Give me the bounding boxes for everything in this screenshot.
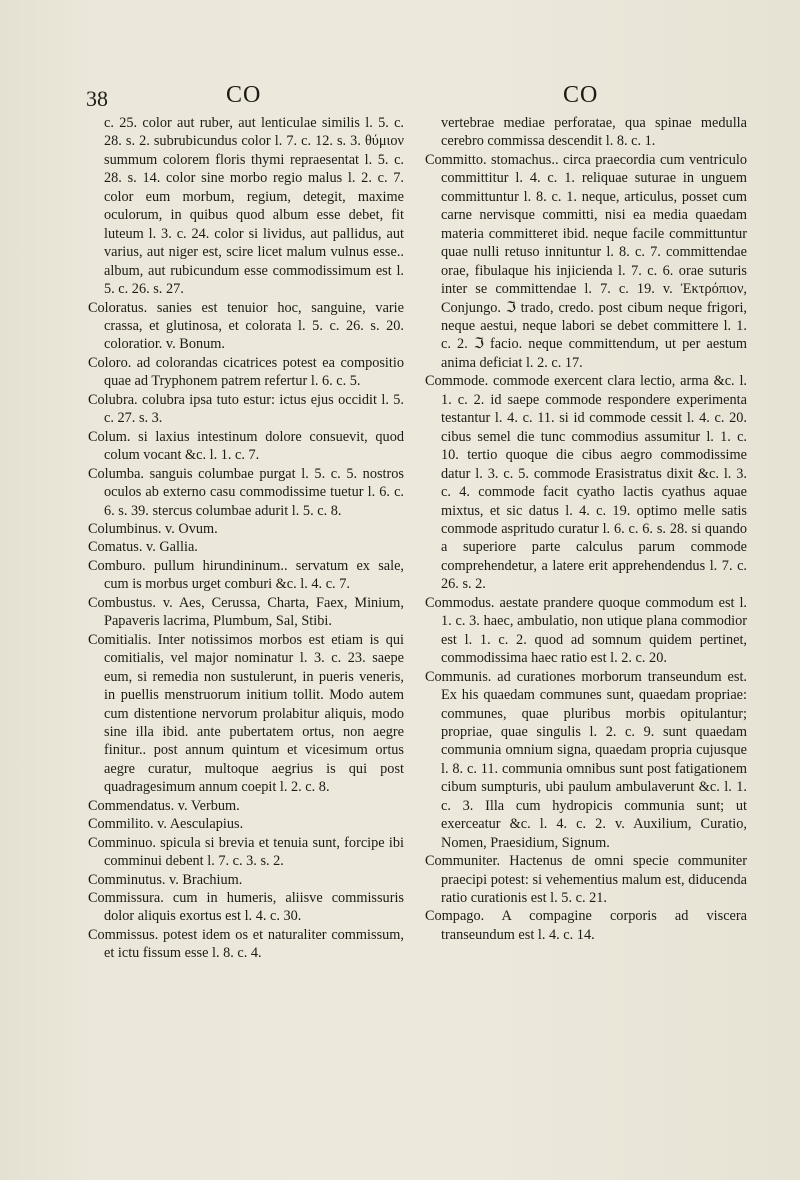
dictionary-entry: Comatus. v. Gallia. — [88, 539, 198, 556]
running-head-right: CO — [563, 82, 599, 108]
dictionary-entry: Commissura. cum in humeris, aliisve commissuris dolor aliquis exortus est l. 4. c. 30. — [88, 890, 404, 925]
dictionary-entry: Comminuo. spicula si brevia et tenuia sunt, forcipe ibi comminui debent l. 7. c. 3. s. 2. — [88, 834, 404, 870]
dictionary-entry: Colum. si laxius intestinum dolore consuevit, quod colum vocant &c. l. 1. c. 7. — [88, 428, 404, 464]
dictionary-entry: Coloratus. sanies est tenuior hoc, sanguine, varie crassa, et glutinosa, et colorata l. 5. c. 26. s. 20. coloratior. v. Bonum. — [88, 299, 404, 353]
dictionary-entry: Compago. A compagine corporis ad viscera transeundum est l. 4. c. 14. — [425, 908, 747, 943]
dictionary-entry: Communiter. Hactenus de omni specie communiter praecipi potest: si vehementius malum est, diducenda ratio curationis est l. 5. c. 21. — [425, 853, 747, 907]
dictionary-entry: Committo. stomachus.. circa praecordia cum ventriculo committitur l. 4. c. 1. reliquae suturae in unguem committuntur l. 8. c. 1. neque, articulus, posset cum carne nervisque committi, nisi ea media quaedam materia committeret ibid. neque facile committuntur quae nulli retuso innituntur l. 8. c. 7. committendae orae, fibulaque his injicienda l. 7. c. 6. orae suturis inter se committendae l. 7. c. 19. v. Ἐκτρόπιον, Conjungo. ℑ trado, credo. post cibum neque frigori, neque aestui, neque labori se debet committere l. 1. c. 2. ℑ facio. neque committendum, ut per aestum anima deficiat l. 2. c. 17. — [425, 151, 747, 371]
dictionary-entry: Comburo. pullum hirundininum.. servatum ex sale, cum is morbus urget comburi &c. l. 4. c. 7. — [88, 557, 404, 593]
dictionary-entry: vertebrae mediae perforatae, qua spinae medulla cerebro commissa descendit l. 8. c. 1. — [441, 115, 747, 150]
running-head-left: CO — [226, 82, 262, 108]
right-column — [425, 114, 747, 944]
dictionary-entry: Coloro. ad colorandas cicatrices potest ea compositio quae ad Tryphonem patrem refertur l. 6. c. 5. — [88, 354, 404, 390]
dictionary-entry: Commissus. potest idem os et naturaliter commissum, et ictu fissum esse l. 8. c. 4. — [88, 926, 404, 962]
dictionary-entry: Commodus. aestate prandere quoque commodum est l. 1. c. 3. haec, ambulatio, non utique plana commodior est l. 1. c. 2. quod ad somnum quidem pertinet, commodissima haec ratio est l. 2. c. 20. — [425, 594, 747, 667]
page-number: 38 — [86, 86, 108, 111]
dictionary-entry: c. 25. color aut ruber, aut lenticulae similis l. 5. c. 28. s. 2. subrubicundus color l. 7. c. 12. s. 3. θύμιον summum colorem floris thymi repraesentat l. 5. c. 28. s. 14. color sine morbo regio malus l. 2. c. 7. color eum morbum, regium, detegit, maxime oculorum, in quibus quod album esse debet, fit luteum l. 3. c. 24. color si lividus, aut pallidus, aut varius, aut niger est, scire licet malum vulnus esse.. album, aut rubicundum esse commodissimum est l. 5. c. 26. s. 27. — [104, 115, 404, 298]
dictionary-entry: Columbinus. v. Ovum. — [88, 520, 218, 537]
dictionary-entry: Communis. ad curationes morborum transeundum est. Ex his quaedam communes sunt, quaedam propriae: communes, quae pluribus morbis opitulantur; propriae, quae singulis l. 2. c. 9. sunt quaedam communia omnium signa, quaedam propria cujusque l. 8. c. 11. communia omnibus sunt post fatigationem cibum sumpturis, ubi paulum ambulaverunt &c. l. 1. c. 3. Illa cum hydropicis communia sunt; ut exerceatur &c. l. 4. c. 2. v. Auxilium, Curatio, Nomen, Praesidium, Signum. — [425, 668, 747, 851]
dictionary-entry: Commode. commode exercent clara lectio, arma &c. l. 1. c. 2. id saepe commode respondere experimenta testantur l. 4. c. 11. si id commode cessit l. 4. c. 20. cibus semel die tunc commodius assumitur l. 1. c. 10. tertio quoque die cibus aegro commodissime datur l. 3. c. 5. commode Erasistratus dixit &c. l. 3. c. 4. commode facit cyatho lactis cyathus aquae mixtus, et sic datus l. 4. c. 19. optimo melle satis commode aspritudo curatur l. 6. c. 6. s. 28. si quando a superiore parte calculus parum commode comprehendetur, a latere erit apprehendendus l. 7. c. 26. s. 2. — [425, 373, 747, 593]
left-column — [88, 114, 404, 963]
dictionary-entry: Commilito. v. Aesculapius. — [88, 816, 244, 833]
dictionary-entry: Colubra. colubra ipsa tuto estur: ictus ejus occidit l. 5. c. 27. s. 3. — [88, 391, 404, 427]
dictionary-entry: Comitialis. Inter notissimos morbos est etiam is qui comitialis, vel major nominatur l. 3. c. 23. saepe eum, si remedia non sustulerunt, in pueris veneris, in puellis menstruorum initium tollit. Modo autem cum distentione nervorum prolabitur aliquis, modo sine illa ibid. ante pubertatem ortus, non aegre finitur.. post annum quintum et vicesimum ortus aegre curatur, multoque aegrius is qui post quadragesimum annum coepit l. 2. c. 8. — [88, 631, 404, 796]
dictionary-entry: Combustus. v. Aes, Cerussa, Charta, Faex, Minium, Papaveris lacrima, Plumbum, Sal, Stibi. — [88, 594, 404, 630]
dictionary-entry: Commendatus. v. Verbum. — [88, 797, 240, 814]
dictionary-entry: Columba. sanguis columbae purgat l. 5. c. 5. nostros oculos ab externo casu commodissime tuetur l. 6. c. 6. s. 39. stercus columbae adurit l. 5. c. 8. — [88, 465, 404, 519]
dictionary-entry: Comminutus. v. Brachium. — [88, 871, 243, 888]
